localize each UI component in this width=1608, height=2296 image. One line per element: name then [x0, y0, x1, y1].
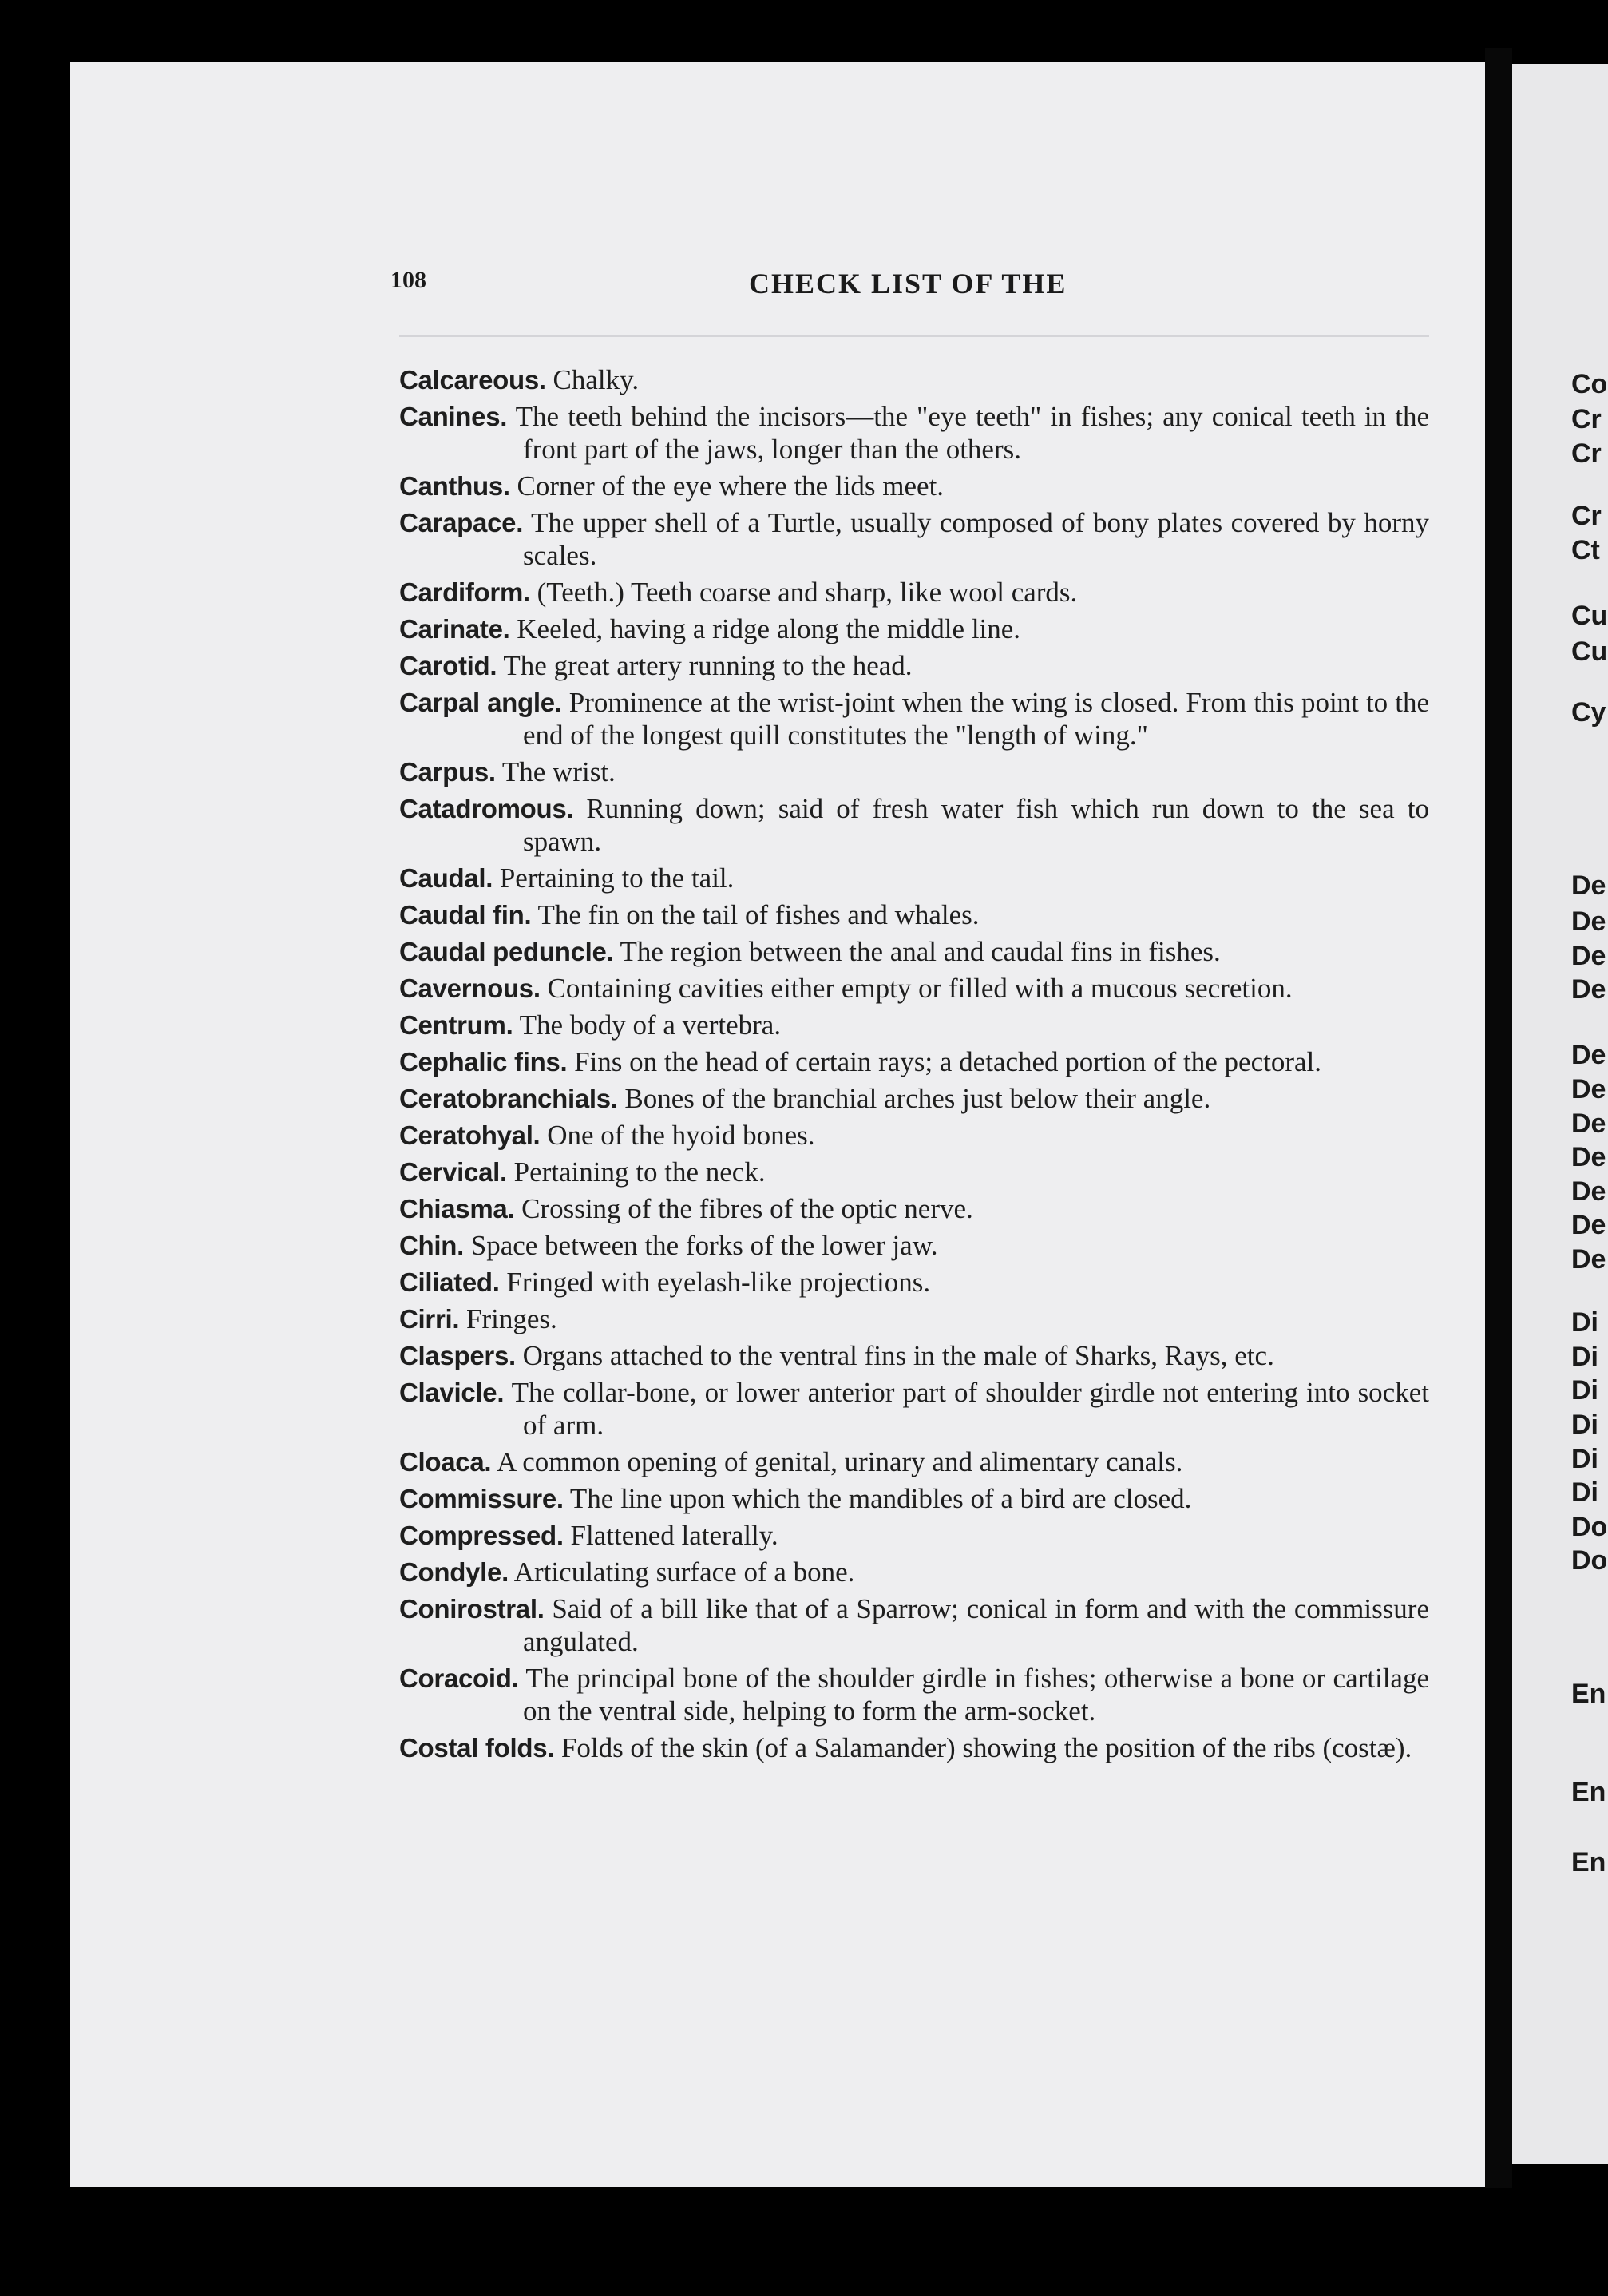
facing-page-fragment: Cr	[1571, 404, 1602, 434]
header-rule	[399, 335, 1429, 337]
facing-page-fragment: Do	[1571, 1545, 1608, 1576]
entry-term: Commissure.	[399, 1484, 564, 1513]
entry-term: Centrum.	[399, 1010, 513, 1040]
facing-page-fragment: Cy	[1571, 697, 1606, 728]
entry-term: Caudal fin.	[399, 900, 532, 930]
glossary-entry	[399, 1082, 1429, 1115]
facing-page-fragment: De	[1571, 906, 1606, 937]
entry-term: Cloaca.	[399, 1447, 492, 1477]
glossary-entry	[399, 862, 1429, 894]
facing-page-fragment: De	[1571, 1210, 1606, 1240]
glossary-entry	[399, 1519, 1429, 1552]
facing-page-fragment: Di	[1571, 1410, 1598, 1440]
facing-page-fragment: Cr	[1571, 501, 1602, 531]
glossary-entry	[399, 576, 1429, 609]
entry-term: Caudal peduncle.	[399, 937, 614, 966]
entry-definition: (Teeth.) Teeth coarse and sharp, like wool cards.	[537, 577, 1078, 608]
entry-term: Carpal angle.	[399, 688, 562, 717]
entry-definition: Corner of the eye where the lids meet.	[517, 470, 945, 502]
entry-term: Carinate.	[399, 614, 510, 644]
glossary-entry	[399, 686, 1429, 751]
entry-definition: Space between the forks of the lower jaw.	[470, 1230, 938, 1261]
glossary-entry	[399, 1731, 1429, 1764]
entry-term: Calcareous.	[399, 365, 546, 395]
entry-definition: The fin on the tail of fishes and whales.	[537, 899, 980, 930]
facing-page-fragment: Cr	[1571, 438, 1602, 469]
glossary-entry	[399, 792, 1429, 858]
entry-term: Carpus.	[399, 757, 496, 787]
glossary-entry	[399, 898, 1429, 931]
entry-term: Clavicle.	[399, 1378, 505, 1407]
glossary-entry	[399, 1229, 1429, 1262]
entry-term: Ciliated.	[399, 1267, 500, 1297]
entry-definition: The great artery running to the head.	[503, 650, 913, 681]
facing-page-fragment: Co	[1571, 369, 1608, 399]
entry-term: Ceratohyal.	[399, 1120, 541, 1150]
glossary-entry	[399, 1376, 1429, 1441]
entry-definition: Fringes.	[465, 1303, 557, 1334]
glossary-entry	[399, 1192, 1429, 1225]
entry-term: Claspers.	[399, 1341, 516, 1370]
entry-term: Cardiform.	[399, 577, 530, 607]
glossary-entry	[399, 1662, 1429, 1727]
entry-definition: The teeth behind the incisors—the "eye teeth" in fishes; any conical teeth in the front part of the jaws, longer than the others.	[515, 401, 1429, 465]
entry-term: Conirostral.	[399, 1594, 545, 1624]
entry-definition: The region between the anal and caudal fins in fishes.	[620, 936, 1221, 967]
facing-page-fragment: Di	[1571, 1477, 1598, 1508]
glossary-entry	[399, 649, 1429, 682]
facing-page-fragment: Do	[1571, 1512, 1608, 1542]
entry-term: Caudal.	[399, 863, 493, 893]
facing-page-fragment: De	[1571, 1074, 1606, 1104]
facing-page-fragment: De	[1571, 1040, 1606, 1070]
facing-page-fragment: En	[1571, 1847, 1606, 1878]
entry-definition: Chalky.	[553, 364, 640, 395]
entry-definition: Containing cavities either empty or filled with a mucous secretion.	[547, 973, 1293, 1004]
glossary-entry	[399, 613, 1429, 645]
facing-page-fragment: Di	[1571, 1307, 1598, 1338]
glossary-entry	[399, 363, 1429, 396]
facing-page-fragment: Cu	[1571, 601, 1608, 631]
facing-page-fragment: De	[1571, 1244, 1606, 1275]
book-gutter	[1485, 48, 1512, 2188]
entry-definition: The line upon which the mandibles of a bird are closed.	[569, 1483, 1192, 1514]
glossary-entry	[399, 1303, 1429, 1335]
entry-definition: Pertaining to the tail.	[499, 862, 735, 894]
entry-definition: Running down; said of fresh water fish which run down to the sea to spawn.	[523, 793, 1429, 857]
page-number: 108	[390, 267, 426, 293]
facing-page-fragment: Ct	[1571, 535, 1600, 565]
entry-term: Cavernous.	[399, 974, 541, 1003]
entry-definition: Said of a bill like that of a Sparrow; conical in form and with the commissure angulated.	[523, 1593, 1429, 1657]
glossary-entry	[399, 400, 1429, 466]
entry-definition: The wrist.	[501, 756, 616, 787]
entry-definition: The body of a vertebra.	[519, 1009, 782, 1041]
entry-term: Cephalic fins.	[399, 1047, 568, 1077]
entry-definition: Fins on the head of certain rays; a detached portion of the pectoral.	[574, 1046, 1322, 1077]
glossary-entry	[399, 1339, 1429, 1372]
glossary-entry	[399, 506, 1429, 572]
entry-definition: Keeled, having a ridge along the middle line.	[517, 613, 1021, 644]
entry-definition: Prominence at the wrist-joint when the wing is closed. From this point to the end of the longest quill constitutes the "length of wing."	[523, 687, 1430, 751]
entry-term: Compressed.	[399, 1521, 564, 1550]
facing-page-fragment: En	[1571, 1679, 1606, 1709]
entry-term: Cirri.	[399, 1304, 460, 1334]
glossary-entry	[399, 935, 1429, 968]
entry-term: Chin.	[399, 1231, 464, 1260]
glossary-entry	[399, 1445, 1429, 1478]
entry-term: Ceratobranchials.	[399, 1084, 618, 1113]
facing-page-fragment: Di	[1571, 1375, 1598, 1406]
running-title: CHECK LIST OF THE	[749, 268, 1067, 299]
entry-term: Catadromous.	[399, 794, 574, 823]
entry-definition: Flattened laterally.	[570, 1520, 778, 1551]
facing-page-fragment: De	[1571, 974, 1606, 1005]
entry-term: Condyle.	[399, 1557, 509, 1587]
entry-definition: The upper shell of a Turtle, usually composed of bony plates covered by horny scales.	[523, 507, 1429, 571]
entry-definition: Pertaining to the neck.	[513, 1156, 766, 1188]
entry-definition: Organs attached to the ventral fins in the male of Sharks, Rays, etc.	[522, 1340, 1274, 1371]
entry-term: Coracoid.	[399, 1664, 519, 1693]
facing-page-fragment: De	[1571, 941, 1606, 971]
facing-page-fragment: Di	[1571, 1342, 1598, 1372]
entry-definition: The collar-bone, or lower anterior part of shoulder girdle not entering into socket of arm.	[511, 1377, 1429, 1441]
glossary-entry	[399, 1592, 1429, 1658]
entry-definition: Articulating surface of a bone.	[513, 1556, 855, 1588]
entry-definition: Bones of the branchial arches just below their angle.	[624, 1083, 1211, 1114]
entry-term: Canines.	[399, 402, 508, 431]
glossary-entry	[399, 1556, 1429, 1588]
entry-term: Carotid.	[399, 651, 497, 680]
glossary-entry	[399, 1266, 1429, 1299]
glossary-entry	[399, 1156, 1429, 1188]
entry-term: Carapace.	[399, 508, 524, 537]
entry-definition: Crossing of the fibres of the optic nerve.	[521, 1193, 973, 1224]
glossary-entry	[399, 972, 1429, 1005]
glossary-entries	[399, 363, 1429, 1768]
entry-definition: The principal bone of the shoulder girdle in fishes; otherwise a bone or cartilage on the ventral side, helping to form the arm-socket.	[523, 1663, 1430, 1727]
facing-page-fragment: De	[1571, 870, 1606, 901]
entry-term: Canthus.	[399, 471, 510, 501]
facing-page-fragment: Cu	[1571, 636, 1608, 667]
facing-page-fragment: De	[1571, 1108, 1606, 1139]
facing-page-fragment: En	[1571, 1777, 1606, 1807]
glossary-entry	[399, 470, 1429, 502]
facing-page-fragment: De	[1571, 1142, 1606, 1172]
entry-term: Costal folds.	[399, 1733, 555, 1763]
glossary-entry	[399, 1009, 1429, 1041]
glossary-entry	[399, 755, 1429, 788]
entry-definition: A common opening of genital, urinary and alimentary canals.	[497, 1446, 1183, 1477]
entry-term: Chiasma.	[399, 1194, 515, 1223]
entry-definition: One of the hyoid bones.	[547, 1120, 815, 1151]
glossary-entry	[399, 1045, 1429, 1078]
glossary-entry	[399, 1119, 1429, 1152]
facing-page-fragment: De	[1571, 1176, 1606, 1207]
glossary-entry	[399, 1482, 1429, 1515]
entry-definition: Folds of the skin (of a Salamander) showing the position of the ribs (costæ).	[560, 1732, 1412, 1763]
entry-definition: Fringed with eyelash-like projections.	[506, 1267, 931, 1298]
facing-page-fragment: Di	[1571, 1444, 1598, 1474]
entry-term: Cervical.	[399, 1157, 507, 1187]
